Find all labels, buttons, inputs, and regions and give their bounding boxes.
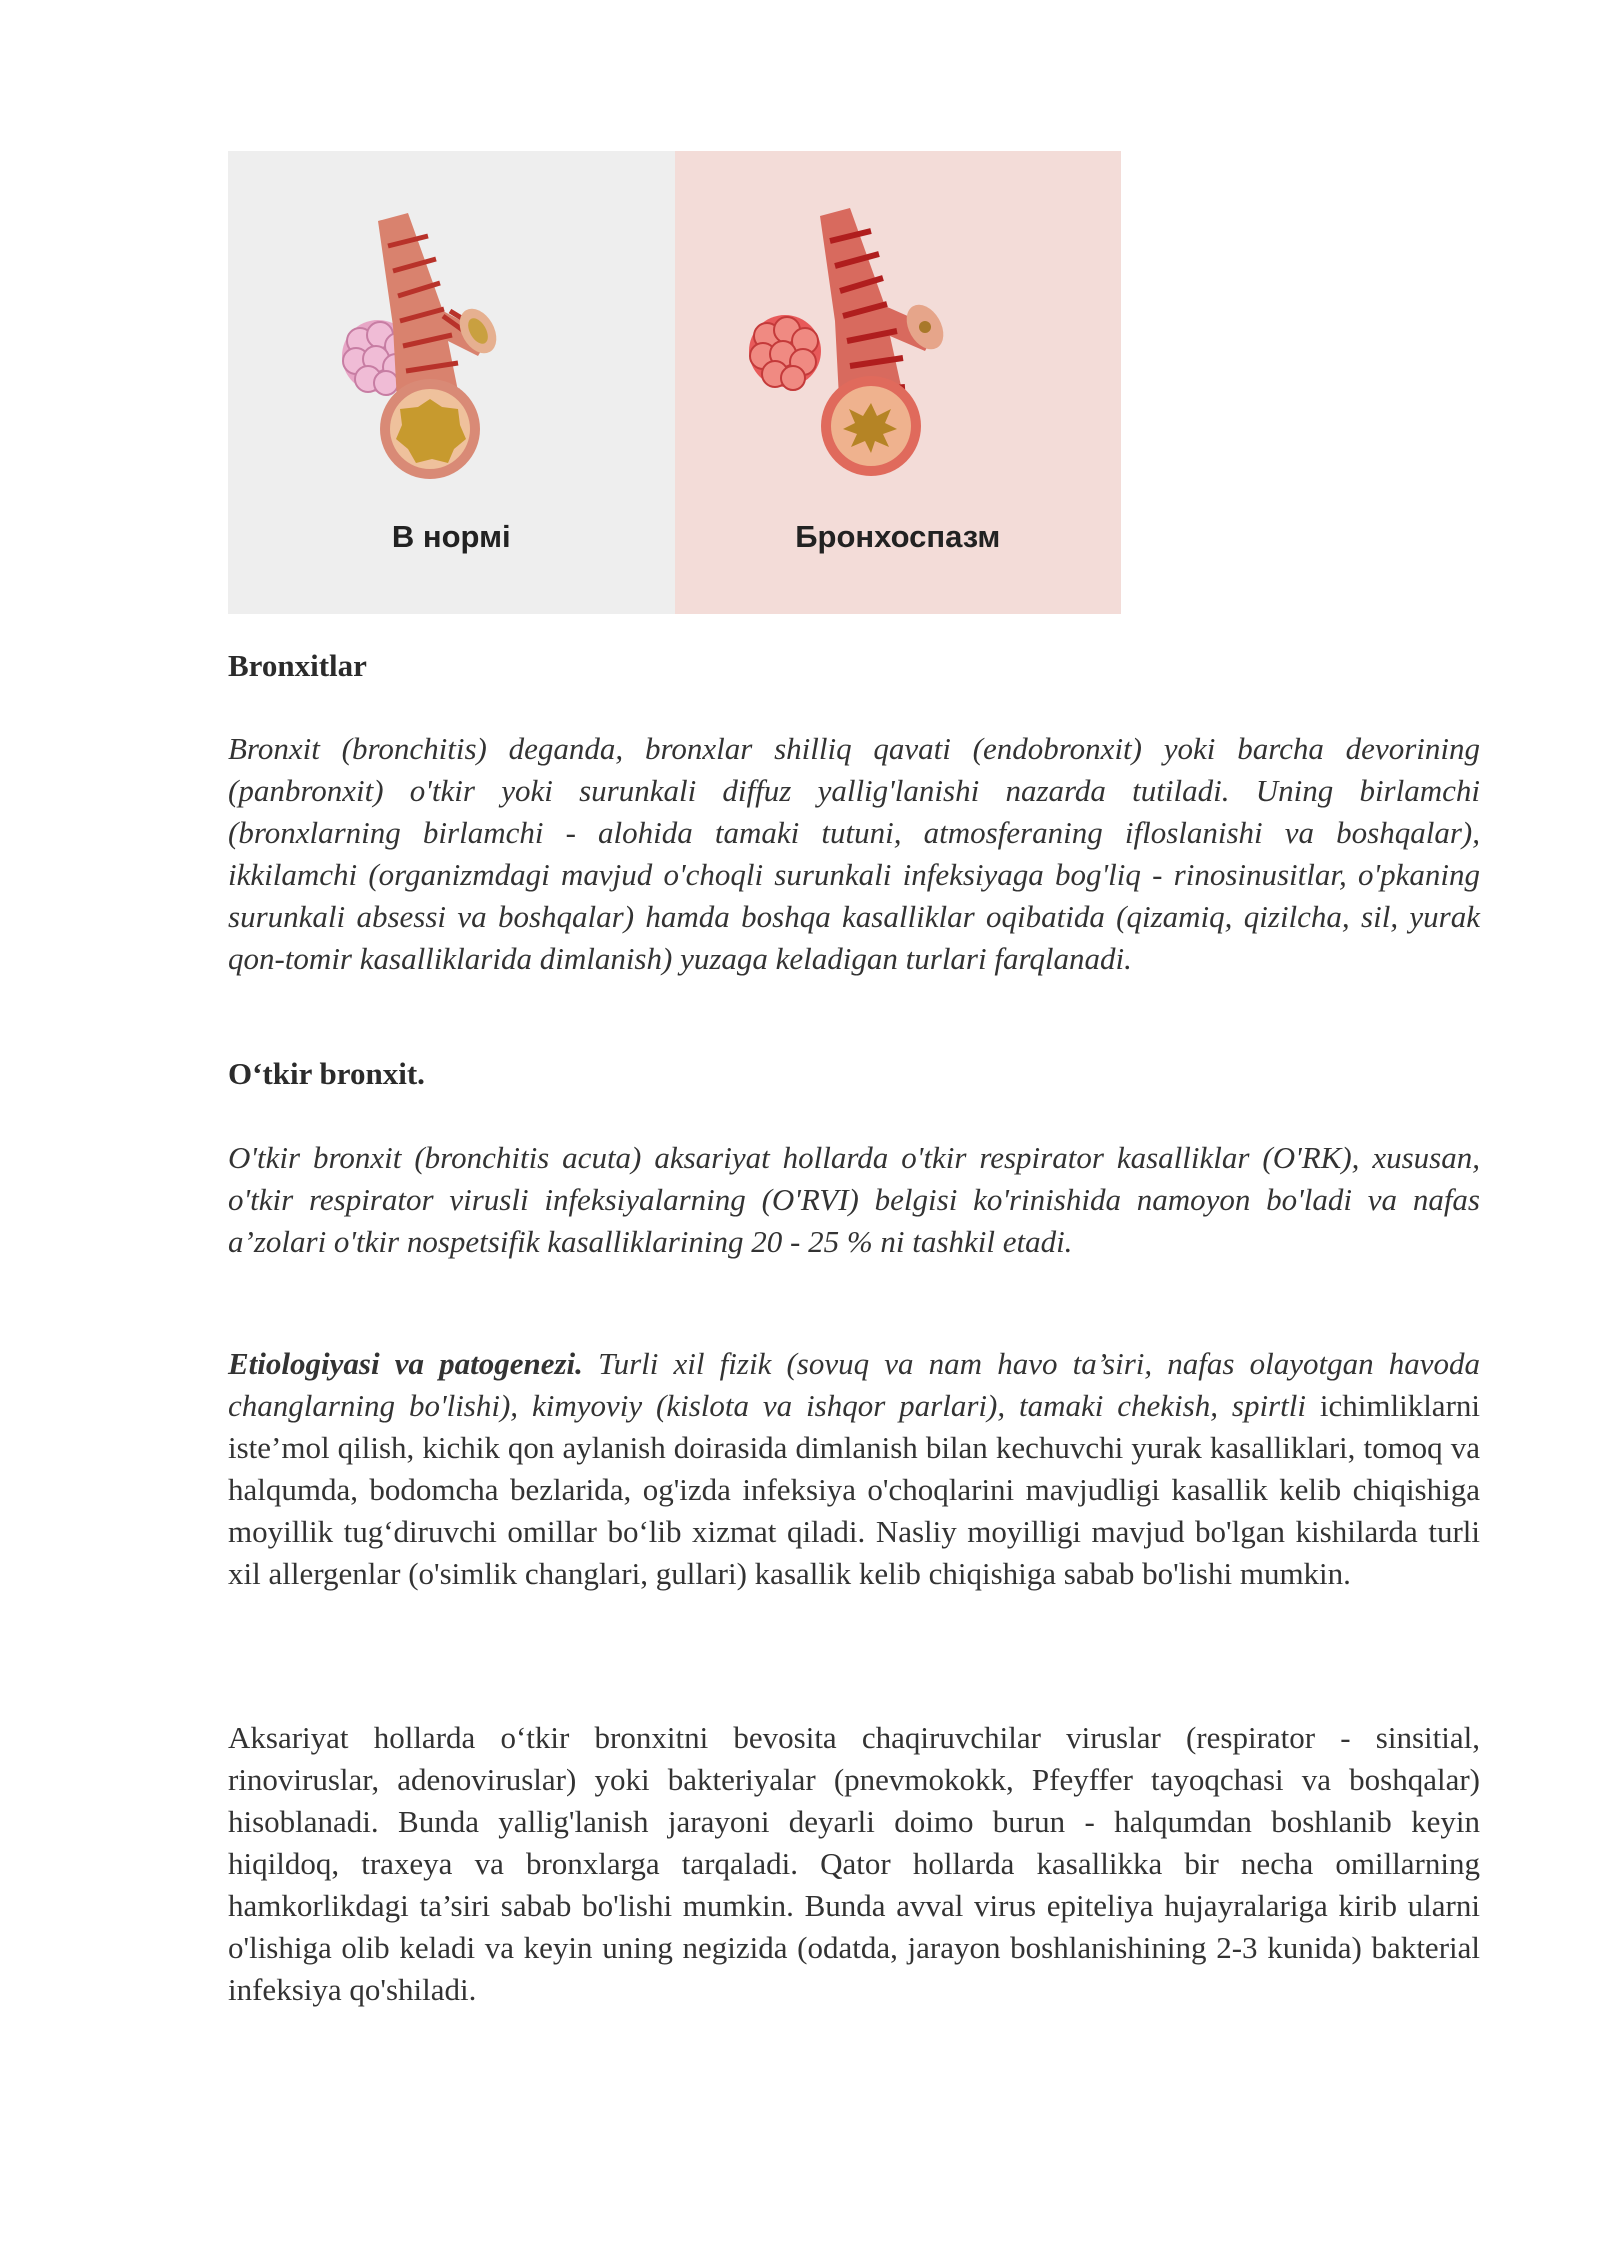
etiologiya-paragraph xyxy=(228,1343,1480,1595)
bronchospasm-caption: Бронхоспазм xyxy=(795,519,1001,554)
aksariyat-paragraph: Aksariyat hollarda o‘tkir bronxitni bevosita chaqiruvchilar viruslar (respirator - sinsitial, rinoviruslar, adenoviruslar) yoki bakteriyalar (pnevmokokk, Pfeyffer tayoqchasi va boshqalar) hisoblanadi. Bunda yallig'lanish jarayoni deyarli doimo burun - halqumdan boshlanib keyin hiqildoq, traxeya va bronxlarga tarqaladi. Qator hollarda kasallikka bir necha omillarning hamkorlikdagi ta’siri sabab bo'lishi mumkin. Bunda avval virus epiteliya hujayralariga kirib ularni o'lishiga olib keladi va keyin uning negizida (odatda, jarayon boshlanishining 2-3 kunida) bakterial infeksiya qo'shiladi. xyxy=(228,1720,1480,2007)
etiologiya-regular-text: ichimliklarni iste’mol qilish, kichik qon aylanish doirasida dimlanish bilan kechuvchi yurak kasalliklari, tomoq va halqumda, bodomcha bezlarida, og'izda infeksiya o'choqlarini mavjudligi kasallik kelib chiqishiga moyillik tug‘diruvchi omillar bo‘lib xizmat qiladi. Nasliy moyilligi mavjud bo'lgan kishilarda turli xil allergenlar (o'simlik changlari, gullari) kasallik kelib chiqishiga sabab bo'lishi mumkin. xyxy=(228,1388,1480,1591)
bronxitlar-heading: Bronxitlar xyxy=(228,648,367,683)
normal-caption: В нормі xyxy=(391,519,511,554)
alveoli-cluster xyxy=(749,315,821,390)
bronchus-tube xyxy=(820,208,951,476)
bronchospasm-panel xyxy=(675,151,1122,614)
bronchi-comparison-figure xyxy=(228,151,1121,614)
otkir-bronxit-paragraph: O'tkir bronxit (bronchitis acuta) aksariyat hollarda o'tkir respirator kasalliklar (O'RK), xususan, o'tkir respirator virusli infeksiyalarning (O'RVI) belgisi ko'rinishida namoyon bo'ladi va nafas a’zolari o'tkir nospetsifik kasalliklarining 20 - 25 % ni tashkil etadi. xyxy=(228,1140,1480,1259)
etiologiya-italic-text: Turli xil fizik (sovuq va nam havo ta’siri, nafas olayotgan havoda changlarning bo'lishi), kimyoviy (kislota va ishqor parlari), tamaki chekish, spirtli xyxy=(228,1346,1481,1423)
bronxitlar-paragraph: Bronxit (bronchitis) deganda, bronxlar shilliq qavati (endobronxit) yoki barcha devorining (panbronxit) o'tkir yoki surunkali diffuz yallig'lanishi nazarda tutiladi. Uning birlamchi (bronxlarning birlamchi - alohida tamaki tutuni, atmosferaning ifloslanishi va boshqalar), ikkilamchi (organizmdagi mavjud o'choqli surunkali infeksiyaga bog'liq - rinosinusitlar, o'pkaning surunkali absessi va boshqalar) hamda boshqa kasalliklar oqibatida (qizamiq, qizilcha, sil, yurak qon-tomir kasalliklarida dimlanish) yuzaga keladigan turlari farqlanadi. xyxy=(228,731,1480,976)
bronchus-tube xyxy=(378,213,504,479)
otkir-bronxit-heading: O‘tkir bronxit. xyxy=(228,1056,425,1091)
etiologiya-lead: Etiologiyasi va patogenezi. xyxy=(228,1346,583,1381)
normal-bronchus-panel xyxy=(228,151,675,614)
